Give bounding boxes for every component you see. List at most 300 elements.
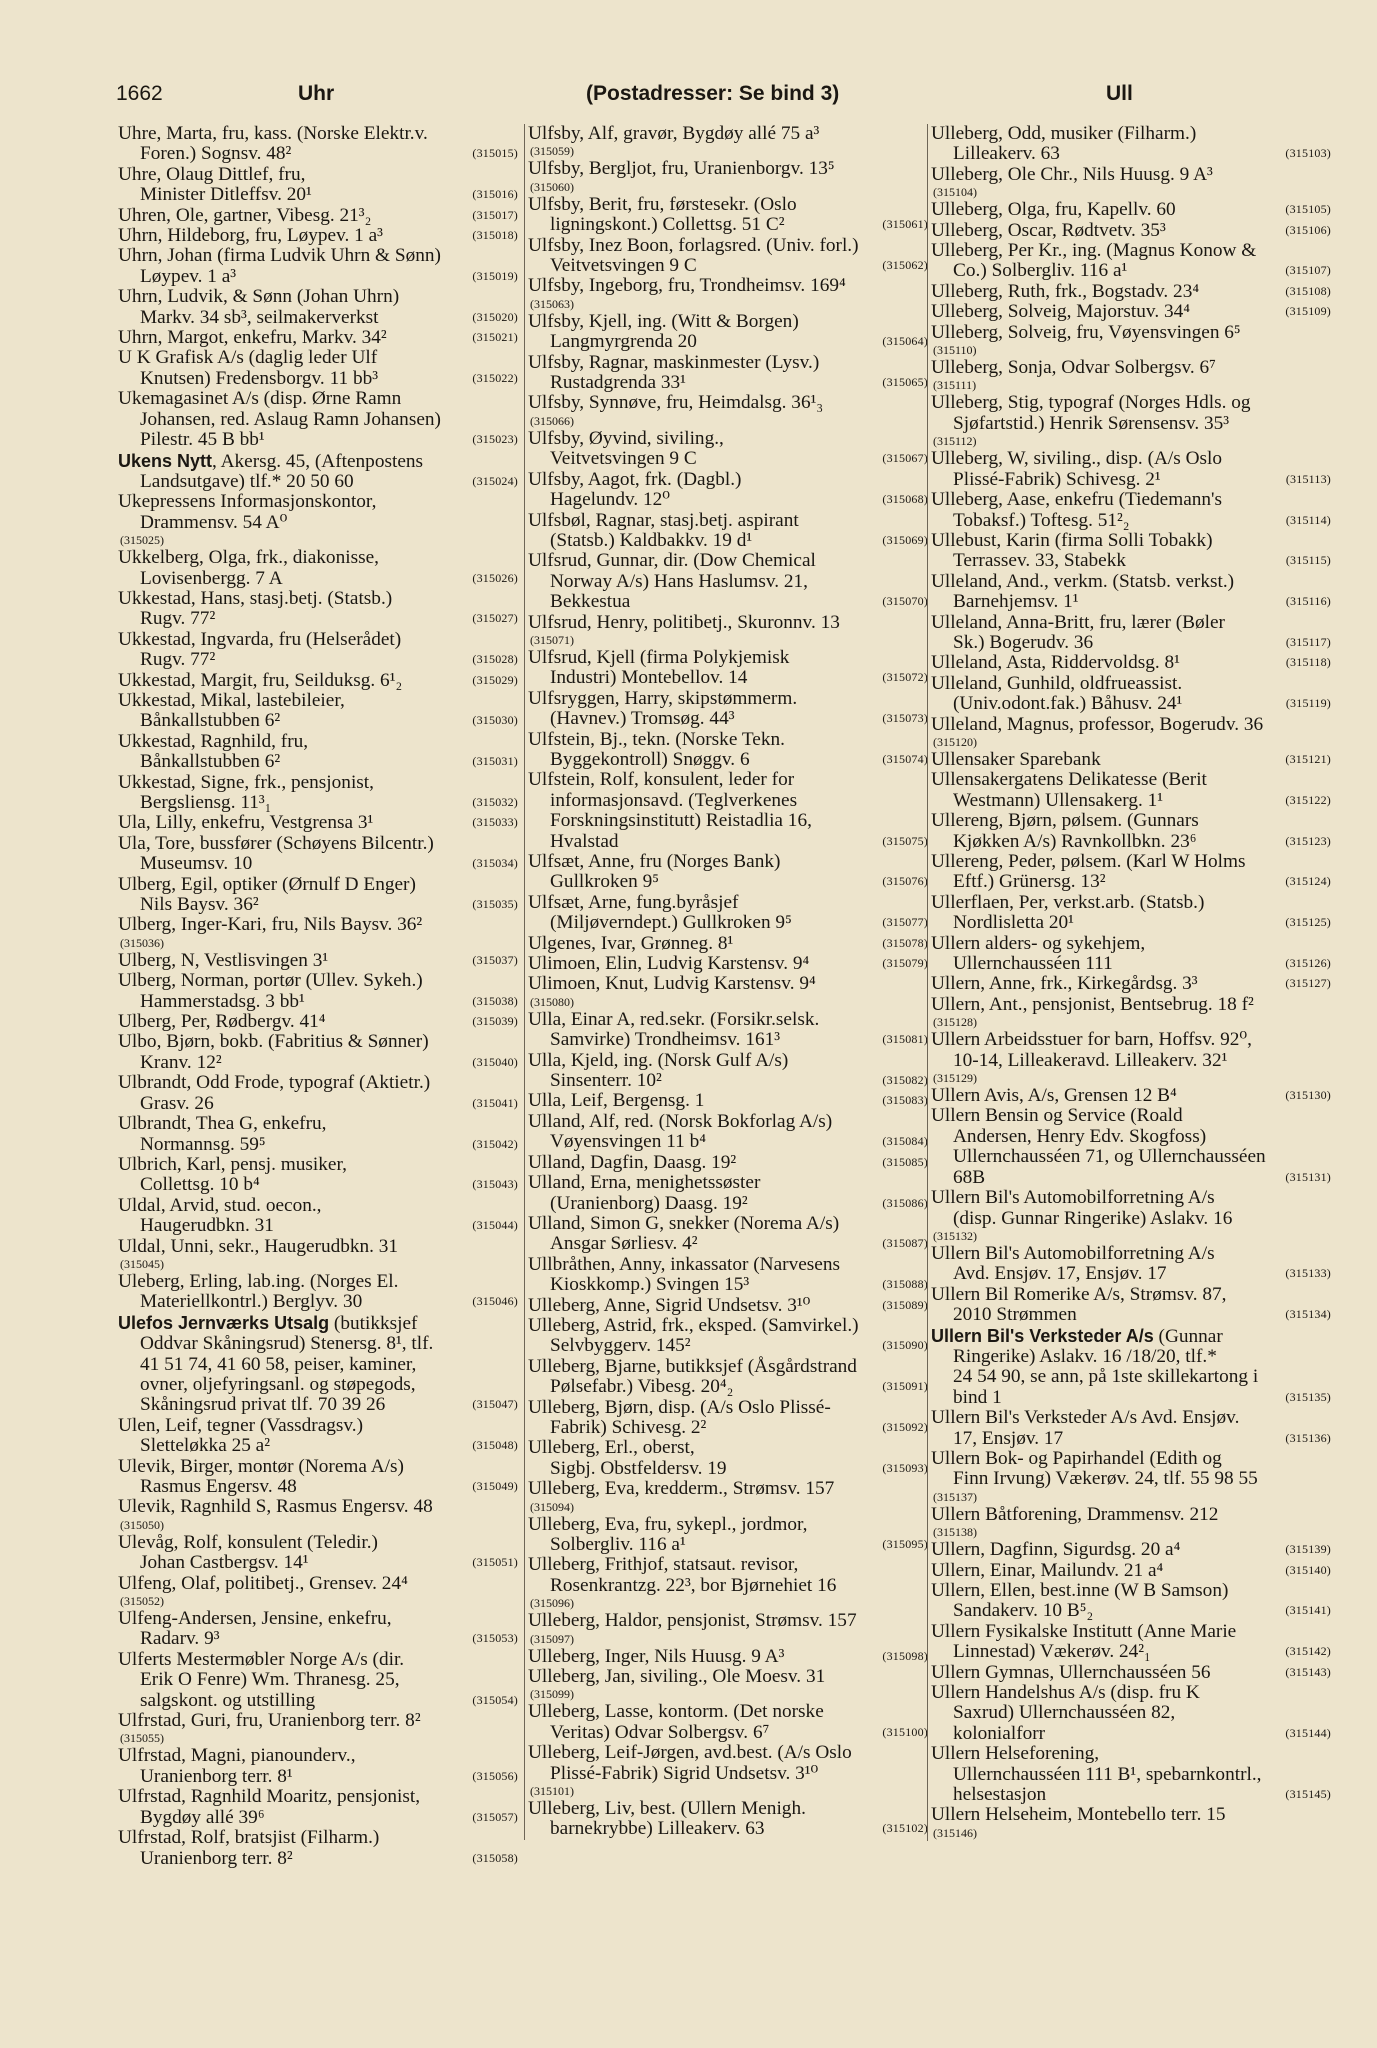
directory-entry <box>528 1296 928 1316</box>
entry-reference-number: (315031) <box>472 754 518 769</box>
entry-reference-number: (315050) <box>120 1517 164 1532</box>
entry-line: Uhrn, Margot, enkefru, Markv. 34² (315021) <box>118 327 518 349</box>
entry-line: Ullebust, Karin (firma Solli Tobakk) <box>931 529 1213 551</box>
entry-reference-number: (315022) <box>472 370 518 385</box>
entry-line: Oddvar Skåningsrud) Stenersg. 8¹, tlf. <box>140 1333 434 1355</box>
directory-entry <box>528 429 928 470</box>
entry-reference-number: (315102) <box>882 1821 928 1836</box>
entry-line: Ullern, Anne, frk., Kirkegårdsg. 3³ (315127) <box>931 973 1331 995</box>
directory-entry <box>118 389 518 450</box>
entry-line: Ulleberg, W, siviling., disp. (A/s Oslo <box>931 448 1223 470</box>
entry-line: Ullern, Ellen, best.inne (W B Samson) <box>931 1580 1229 1601</box>
entry-line: Ulfsby, Aagot, frk. (Dagbl.) <box>528 468 742 490</box>
entry-line: Ulevik, Birger, montør (Norema A/s) <box>118 1455 404 1477</box>
entry-line: Ullern Gymnas, Ullernchausséen 56 (315143) <box>931 1661 1331 1683</box>
entry-reference-number: (315090) <box>882 1338 928 1353</box>
directory-entry <box>931 282 1331 302</box>
directory-entry <box>528 276 928 311</box>
entry-line: Materiellkontrl.) Berglyv. 30 (315046) <box>140 1291 518 1313</box>
directory-entry <box>931 165 1331 200</box>
entry-line: Uleberg, Erling, lab.ing. (Norges El. <box>118 1270 399 1292</box>
entry-line: Ulfsby, Kjell, ing. (Witt & Borgen) <box>528 310 799 332</box>
entry-line: Ulleland, Magnus, professor, Bogerudv. 36 <box>931 713 1264 735</box>
entry-line: Ulleberg, Haldor, pensjonist, Strømsv. 157 <box>528 1610 857 1632</box>
entry-line: Barnehjemsv. 1¹ (315116) <box>953 591 1331 613</box>
entry-line: Westmann) Ullensakerg. 1¹ (315122) <box>953 789 1331 811</box>
directory-entry <box>528 1743 928 1799</box>
directory-entry <box>528 1214 928 1255</box>
entry-line: Uhrn, Johan (firma Ludvik Uhrn & Sønn) <box>118 245 441 267</box>
directory-entry <box>931 1622 1331 1663</box>
entry-reference-number: (315057) <box>472 1809 518 1824</box>
entry-reference-number: (315027) <box>472 611 518 626</box>
directory-entry <box>931 1744 1331 1805</box>
entry-reference-number: (315038) <box>472 993 518 1008</box>
entry-line: Ulberg, N, Vestlisvingen 3¹ (315037) <box>118 949 518 971</box>
entry-line: Foren.) Sognsv. 48² (315015) <box>140 143 518 165</box>
entry-line: Ulberg, Per, Rødbergv. 41⁴ (315039) <box>118 1011 518 1033</box>
entry-line: Ullereng, Peder, pølsem. (Karl W Holms <box>931 851 1246 872</box>
entry-line: Solbergliv. 116 a¹ (315095) <box>550 1534 928 1555</box>
entry-reference-number: (315036) <box>120 935 164 950</box>
directory-entry <box>528 1051 928 1092</box>
entry-line: Ullern Arbeidsstuer for barn, Hoffsv. 92⁰, <box>931 1029 1252 1051</box>
directory-entry <box>118 1828 518 1869</box>
directory-entry <box>528 934 928 954</box>
directory-entry <box>118 1272 518 1313</box>
entry-line: Ullern Bil Romerike A/s, Strømsv. 87, <box>931 1283 1227 1305</box>
directory-entry <box>118 287 518 328</box>
entry-line: Ringerike) Aslakv. 16 /18/20, tlf.* <box>953 1345 1217 1367</box>
entry-reference-number: (315145) <box>1285 1787 1331 1802</box>
directory-entry <box>118 589 518 630</box>
entry-line: Ulen, Leif, tegner (Vassdragsv.) <box>118 1414 364 1436</box>
entry-line: Ulfsæt, Arne, fung.byråsjef <box>528 891 739 913</box>
entry-line: Samvirke) Trondheimsv. 161³ (315081) <box>550 1029 928 1051</box>
directory-entry <box>528 195 928 236</box>
entry-line: Sletteløkka 25 a² (315048) <box>140 1435 518 1457</box>
directory-entry <box>118 671 518 691</box>
entry-line: Ulleberg, Bjørn, disp. (A/s Oslo Plissé- <box>528 1396 831 1418</box>
directory-entry <box>931 1408 1331 1449</box>
entry-line: Ulfsby, Ingeborg, fru, Trondheimsv. 169⁴ <box>528 275 846 297</box>
entry-line: Ulleberg, Eva, kredderm., Strømsv. 157 <box>528 1478 835 1500</box>
entry-line: Fabrik) Schivesg. 2² (315092) <box>550 1416 928 1438</box>
directory-entry <box>118 630 518 671</box>
entry-reference-number: (315023) <box>472 432 518 447</box>
entry-line: Ulfrstad, Rolf, bratsjist (Filharm.) <box>118 1827 380 1849</box>
entry-reference-number: (315051) <box>472 1555 518 1570</box>
entry-line: Uhre, Olaug Dittlef, fru, <box>118 163 306 185</box>
entry-line: Ukkelberg, Olga, frk., diakonisse, <box>118 547 379 569</box>
entry-reference-number: (315089) <box>882 1297 928 1312</box>
entry-line: Bygdøy allé 39⁶ (315057) <box>140 1806 518 1828</box>
directory-entry <box>528 236 928 277</box>
directory-entry <box>931 1285 1331 1326</box>
directory-entry <box>528 730 928 771</box>
entry-line: Ulleberg, Lasse, kontorm. (Det norske <box>528 1701 824 1723</box>
entry-line: Rosenkrantzg. 22³, bor Bjørnehiet 16 <box>550 1574 837 1596</box>
directory-entry <box>528 511 928 552</box>
entry-line: Ullern alders- og sykehjem, <box>931 932 1146 954</box>
entry-line: Ulfsrud, Gunnar, dir. (Dow Chemical <box>528 550 816 572</box>
entry-line: Ulbrandt, Odd Frode, typograf (Aktietr.) <box>118 1072 431 1094</box>
page-number: 1662 <box>116 82 163 105</box>
entry-reference-number: (315125) <box>1285 915 1331 930</box>
entry-line: Ulbrich, Karl, pensj. musiker, <box>118 1153 347 1175</box>
entry-line: Norway A/s) Hans Haslumsv. 21, <box>550 570 808 592</box>
entry-reference-number: (315019) <box>472 268 518 283</box>
entry-line: Ullern Handelshus A/s (disp. fru K <box>931 1682 1200 1704</box>
entry-line: Sinsenterr. 10² (315082) <box>550 1070 928 1092</box>
directory-entry <box>118 951 518 971</box>
entry-reference-number: (315026) <box>472 570 518 585</box>
entry-line: Ukkestad, Margit, fru, Seilduksg. 6¹₂ (315029) <box>118 669 518 691</box>
directory-entry <box>118 915 518 950</box>
entry-reference-number: (315082) <box>882 1073 928 1088</box>
directory-entry <box>931 358 1331 393</box>
entry-line: Ulleberg, Per Kr., ing. (Magnus Konow & <box>931 240 1257 262</box>
entry-line: Uhrn, Hildeborg, fru, Løypev. 1 a³ (315018) <box>118 225 518 247</box>
entry-line: Ulleberg, Erl., oberst, <box>528 1437 695 1459</box>
entry-line: Ulberg, Inger-Kari, fru, Nils Baysv. 36² <box>118 914 423 936</box>
directory-entry <box>118 1574 518 1609</box>
entry-line: Industri) Montebellov. 14 (315072) <box>550 667 928 689</box>
entry-reference-number: (315119) <box>1285 696 1331 711</box>
entry-line: 24 54 90, se ann, på 1ste skillekartong i <box>953 1366 1259 1388</box>
directory-entry <box>118 246 518 287</box>
directory-entry <box>118 492 518 548</box>
entry-line: Sandakerv. 10 B⁵₂ (315141) <box>953 1600 1331 1622</box>
entry-line: Tobaksf.) Toftesg. 51²₂ (315114) <box>953 509 1331 531</box>
directory-entry <box>118 1032 518 1073</box>
entry-reference-number: (315135) <box>1285 1389 1331 1404</box>
entry-reference-number: (315086) <box>882 1195 928 1210</box>
entry-line: Ullern, Ant., pensjonist, Bentsebrug. 18 f² <box>931 993 1254 1015</box>
entry-line: Ulla, Einar A, red.sekr. (Forsikr.selsk. <box>528 1008 820 1030</box>
entry-reference-number: (315113) <box>1285 471 1331 486</box>
entry-line: Forskningsinstitutt) Reistadlia 16, <box>550 810 812 832</box>
entry-line: 10-14, Lilleakeravd. Lilleakerv. 32¹ <box>953 1049 1228 1071</box>
directory-entry <box>931 770 1331 811</box>
entry-reference-number: (315134) <box>1285 1307 1331 1322</box>
directory-entry <box>931 1561 1331 1581</box>
entry-reference-number: (315114) <box>1285 512 1331 527</box>
entry-reference-number: (315085) <box>882 1154 928 1169</box>
entry-reference-number: (315068) <box>882 492 928 507</box>
entry-line: (disp. Gunnar Ringerike) Aslakv. 16 <box>953 1207 1233 1229</box>
directory-entry <box>118 124 518 165</box>
directory-entry <box>931 241 1331 282</box>
entry-line: Ulfstein, Rolf, konsulent, leder for <box>528 769 795 791</box>
entry-line: Grasv. 26 (315041) <box>140 1092 518 1114</box>
entry-reference-number: (315044) <box>472 1218 518 1233</box>
entry-reference-number: (315017) <box>472 207 518 222</box>
entry-reference-number: (315024) <box>472 473 518 488</box>
entry-reference-number: (315099) <box>530 1687 574 1702</box>
directory-entry <box>931 715 1331 750</box>
directory-entry <box>931 674 1331 715</box>
entry-line: 2010 Strømmen (315134) <box>953 1304 1331 1326</box>
entry-line: Ullern Båtforening, Drammensv. 212 <box>931 1503 1219 1525</box>
entry-line: Ulleberg, Frithjof, statsaut. revisor, <box>528 1554 799 1576</box>
directory-entry <box>528 1799 928 1840</box>
entry-line: Ulbo, Bjørn, bokb. (Fabritius & Sønner) <box>118 1031 429 1053</box>
entry-line: Ula, Tore, bussfører (Schøyens Bilcentr.) <box>118 832 434 854</box>
entry-reference-number: (315033) <box>472 815 518 830</box>
entry-reference-number: (315072) <box>882 670 928 685</box>
entry-line: U K Grafisk A/s (daglig leder Ulf <box>118 347 378 369</box>
entry-reference-number: (315122) <box>1285 792 1331 807</box>
entry-reference-number: (315084) <box>882 1134 928 1149</box>
entry-reference-number: (315094) <box>530 1499 574 1514</box>
entry-line: Langmyrgrenda 20 (315064) <box>550 331 928 353</box>
entry-line: Selvbyggerv. 145² (315090) <box>550 1335 928 1357</box>
entry-line: Ulfeng, Olaf, politibetj., Grensev. 24⁴ <box>118 1572 408 1594</box>
entry-line: Rugv. 77² (315027) <box>140 608 518 630</box>
directory-entry <box>528 893 928 934</box>
entry-line: Ullern Avis, A/s, Grensen 12 B⁴ (315130) <box>931 1085 1331 1107</box>
entry-reference-number: (315040) <box>472 1054 518 1069</box>
entry-line: Sjøfartstid.) Henrik Sørensensv. 35³ <box>953 412 1230 434</box>
entry-reference-number: (315105) <box>1285 202 1331 217</box>
entry-reference-number: (315048) <box>472 1438 518 1453</box>
entry-line: (Miljøverndept.) Gullkroken 9⁵ (315077) <box>550 912 928 934</box>
entry-line: Ukkestad, Mikal, lastebileier, <box>118 689 345 711</box>
directory-entry <box>931 613 1331 654</box>
entry-line: Ullern Bok- og Papirhandel (Edith og <box>931 1447 1222 1469</box>
entry-reference-number: (315121) <box>1285 751 1331 766</box>
entry-line: Ulleberg, Solveig, Majorstuv. 34⁴ (315109) <box>931 301 1331 323</box>
entry-reference-number: (315077) <box>882 915 928 930</box>
entry-line: Ulleberg, Bjarne, butikksjef (Åsgårdstrand <box>528 1355 857 1377</box>
entry-line: Ullern, Dagfinn, Sigurdsg. 20 a⁴ (315139) <box>931 1539 1331 1561</box>
entry-line: Ullbråthen, Anny, inkassator (Narvesens <box>528 1253 840 1275</box>
entry-line: Sigbj. Obstfeldersv. 19 (315093) <box>550 1457 928 1479</box>
entry-line: Finn Irvung) Vækerøv. 24, tlf. 55 98 55 <box>953 1468 1258 1490</box>
entry-line: Ulland, Erna, menighetssøster <box>528 1172 761 1194</box>
directory-entry <box>528 1357 928 1398</box>
entry-line: Uldal, Unni, sekr., Haugerudbkn. 31 <box>118 1235 399 1257</box>
directory-entry <box>528 689 928 730</box>
entry-line: Ukens Nytt, Akersg. 45, (Aftenpostens <box>118 450 424 472</box>
entry-reference-number: (315034) <box>472 856 518 871</box>
directory-entry <box>118 732 518 773</box>
entry-reference-number: (315018) <box>472 228 518 243</box>
directory-entry <box>528 353 928 394</box>
entry-line: Ulfsryggen, Harry, skipstømmerm. <box>528 687 798 709</box>
directory-entry <box>931 1683 1331 1744</box>
entry-line: Hvalstad (315075) <box>550 830 928 852</box>
entry-line: Ulfsby, Ragnar, maskinmester (Lysv.) <box>528 351 820 373</box>
directory-entry <box>118 971 518 1012</box>
directory-entry <box>118 1114 518 1155</box>
directory-entry <box>931 1326 1331 1409</box>
entry-reference-number: (315092) <box>882 1419 928 1434</box>
directory-entry <box>118 1073 518 1114</box>
entry-reference-number: (315075) <box>882 833 928 848</box>
right-guide-word: Ull <box>1106 82 1133 105</box>
entry-reference-number: (315127) <box>1285 976 1331 991</box>
entry-line: Ulfsbøl, Ragnar, stasj.betj. aspirant <box>528 509 799 531</box>
directory-entry <box>118 451 518 493</box>
entry-reference-number: (315064) <box>882 334 928 349</box>
entry-line: Ulleland, And., verkm. (Statsb. verkst.) <box>931 570 1235 592</box>
header-title: (Postadresser: Se bind 3) <box>586 82 840 105</box>
directory-entry <box>528 159 928 194</box>
directory-entry <box>931 852 1331 893</box>
entry-line: Veitvetsvingen 9 C (315062) <box>550 255 928 277</box>
entry-line: Pilestr. 45 B bb¹ (315023) <box>140 429 518 451</box>
entry-reference-number: (315055) <box>120 1731 164 1746</box>
directory-entry <box>931 934 1331 975</box>
directory-entry <box>528 1316 928 1357</box>
directory-entry <box>528 1153 928 1173</box>
entry-line: Knutsen) Fredensborgv. 11 bb³ (315022) <box>140 367 518 389</box>
directory-entry <box>931 302 1331 322</box>
entry-line: (Uranienborg) Daasg. 19² (315086) <box>550 1192 928 1214</box>
entry-reference-number: (315143) <box>1285 1664 1331 1679</box>
directory-entry <box>118 1497 518 1532</box>
directory-entry <box>528 312 928 353</box>
entry-reference-number: (315142) <box>1285 1644 1331 1659</box>
directory-entry <box>118 328 518 348</box>
entry-reference-number: (315047) <box>472 1397 518 1412</box>
entry-line: Bekkestua (315070) <box>550 591 928 613</box>
entry-reference-number: (315103) <box>1285 146 1331 161</box>
left-guide-word: Uhr <box>298 82 335 105</box>
entry-line: Ullernchausséen 71, og Ullernchausséen <box>953 1146 1266 1168</box>
entry-line: Ansgar Sørliesv. 4² (315087) <box>550 1233 928 1255</box>
entry-line: helsestasjon (315145) <box>953 1784 1331 1806</box>
entry-reference-number: (315137) <box>933 1489 977 1504</box>
entry-line: Ukkestad, Hans, stasj.betj. (Statsb.) <box>118 587 393 609</box>
entry-reference-number: (315115) <box>1285 553 1331 568</box>
entry-line: Rugv. 77² (315028) <box>140 649 518 671</box>
entry-line: Ulimoen, Knut, Ludvig Karstensv. 9⁴ <box>528 973 816 995</box>
entry-reference-number: (315088) <box>882 1277 928 1292</box>
entry-reference-number: (315104) <box>933 185 977 200</box>
directory-entry <box>931 1449 1331 1505</box>
entry-reference-number: (315093) <box>882 1460 928 1475</box>
entry-line: Johansen, red. Aslaug Ramn Johansen) <box>140 408 441 430</box>
directory-entry <box>931 572 1331 613</box>
entry-reference-number: (315141) <box>1285 1603 1331 1618</box>
entry-reference-number: (315067) <box>882 451 928 466</box>
entry-line: Veritas) Odvar Solbergsv. 6⁷ (315100) <box>550 1721 928 1743</box>
entry-line: Haugerudbkn. 31 (315044) <box>140 1215 518 1237</box>
entry-reference-number: (315045) <box>120 1256 164 1271</box>
directory-entry <box>528 1479 928 1514</box>
entry-reference-number: (315117) <box>1285 634 1331 649</box>
entry-reference-number: (315046) <box>472 1294 518 1309</box>
entry-line: Ukkestad, Ingvarda, fru (Helserådet) <box>118 628 402 650</box>
entry-reference-number: (315112) <box>933 434 977 449</box>
entry-line: Markv. 34 sb³, seilmakerverkst (315020) <box>140 306 518 328</box>
entry-line: Nils Baysv. 36² (315035) <box>140 894 518 916</box>
entry-line: (Havnev.) Tromsøg. 44³ (315073) <box>550 708 928 730</box>
directory-entry <box>528 1438 928 1479</box>
entry-line: Ulevik, Ragnhild S, Rasmus Engersv. 48 <box>118 1496 433 1518</box>
entry-reference-number: (315096) <box>530 1596 574 1611</box>
entry-line: Ulleberg, Stig, typograf (Norges Hdls. og <box>931 392 1251 414</box>
entry-reference-number: (315043) <box>472 1177 518 1192</box>
entry-reference-number: (315076) <box>882 874 928 889</box>
entry-line: Veitvetsvingen 9 C (315067) <box>550 448 928 470</box>
entry-line: Ulbrandt, Thea G, enkefru, <box>118 1113 327 1135</box>
directory-entry <box>528 1398 928 1439</box>
entry-reference-number: (315035) <box>472 897 518 912</box>
entry-reference-number: (315110) <box>933 343 977 358</box>
entry-reference-number: (315074) <box>882 751 928 766</box>
directory-entry <box>528 770 928 852</box>
entry-reference-number: (315116) <box>1285 594 1331 609</box>
directory-entry <box>528 1255 928 1296</box>
entry-line: Ullern Bil's Verksteder A/s Avd. Ensjøv. <box>931 1407 1240 1429</box>
entry-reference-number: (315028) <box>472 652 518 667</box>
directory-column-2 <box>524 124 928 1840</box>
entry-line: 17, Ensjøv. 17 (315136) <box>953 1427 1331 1449</box>
entry-reference-number: (315083) <box>882 1093 928 1108</box>
entry-line: Ulfsby, Berit, fru, førstesekr. (Oslo <box>528 193 797 215</box>
entry-reference-number: (315053) <box>472 1631 518 1646</box>
entry-line: Ulland, Alf, red. (Norsk Bokforlag A/s) <box>528 1110 833 1132</box>
entry-reference-number: (315132) <box>933 1228 977 1243</box>
entry-reference-number: (315069) <box>882 532 928 547</box>
entry-line: Johan Castbergsv. 14¹ (315051) <box>140 1552 518 1574</box>
entry-reference-number: (315124) <box>1285 874 1331 889</box>
directory-entry <box>528 1091 928 1111</box>
directory-entry <box>118 773 518 814</box>
entry-line: Ullernchausséen 111 B¹, spebarnkontrl., <box>953 1763 1262 1785</box>
entry-line: Ullernchausséen 111 (315126) <box>953 953 1331 975</box>
entry-line: Uranienborg terr. 8¹ (315056) <box>140 1765 518 1787</box>
directory-entry <box>118 1650 518 1711</box>
entry-line: salgskont. og utstilling (315054) <box>140 1689 518 1711</box>
entry-reference-number: (315107) <box>1285 263 1331 278</box>
entry-line: Ulleberg, Liv, best. (Ullern Menigh. <box>528 1798 806 1820</box>
directory-entry <box>118 1416 518 1457</box>
directory-entry <box>118 813 518 833</box>
entry-line: Collettsg. 10 b⁴ (315043) <box>140 1174 518 1196</box>
entry-reference-number: (315098) <box>882 1648 928 1663</box>
entry-reference-number: (315065) <box>882 375 928 390</box>
entry-line: Ullern Bil's Automobilforretning A/s <box>931 1187 1215 1209</box>
entry-line: Ullereng, Bjørn, pølsem. (Gunnars <box>931 810 1199 832</box>
entry-reference-number: (315146) <box>933 1825 977 1840</box>
entry-line: Uhren, Ole, gartner, Vibesg. 21³₂ (315017) <box>118 204 518 226</box>
directory-entry <box>931 1188 1331 1244</box>
entry-line: Ulleberg, Leif-Jørgen, avd.best. (A/s Oslo <box>528 1742 852 1764</box>
entry-line: Ulleberg, Jan, siviling., Ole Moesv. 31 <box>528 1666 826 1688</box>
directory-entry <box>528 974 928 1009</box>
entry-line: Eftf.) Grünersg. 13² (315124) <box>953 871 1331 893</box>
entry-line: Ulleberg, Oscar, Rødtvetv. 35³ (315106) <box>931 219 1331 241</box>
entry-line: Ullern Bensin og Service (Roald <box>931 1105 1183 1127</box>
entry-reference-number: (315042) <box>472 1136 518 1151</box>
entry-reference-number: (315049) <box>472 1479 518 1493</box>
entry-reference-number: (315041) <box>472 1095 518 1110</box>
directory-entry <box>118 348 518 389</box>
directory-entry <box>118 1711 518 1746</box>
entry-line: Ulfsrud, Henry, politibetj., Skuronnv. 13 <box>528 611 840 633</box>
entry-reference-number: (315037) <box>472 952 518 967</box>
entry-line: Skåningsrud privat tlf. 70 39 26 (315047) <box>140 1394 518 1416</box>
directory-entry <box>528 1702 928 1743</box>
entry-reference-number: (315133) <box>1285 1266 1331 1281</box>
entry-line: Ulleberg, Eva, fru, sykepl., jordmor, <box>528 1513 808 1535</box>
entry-reference-number: (315070) <box>882 594 928 609</box>
